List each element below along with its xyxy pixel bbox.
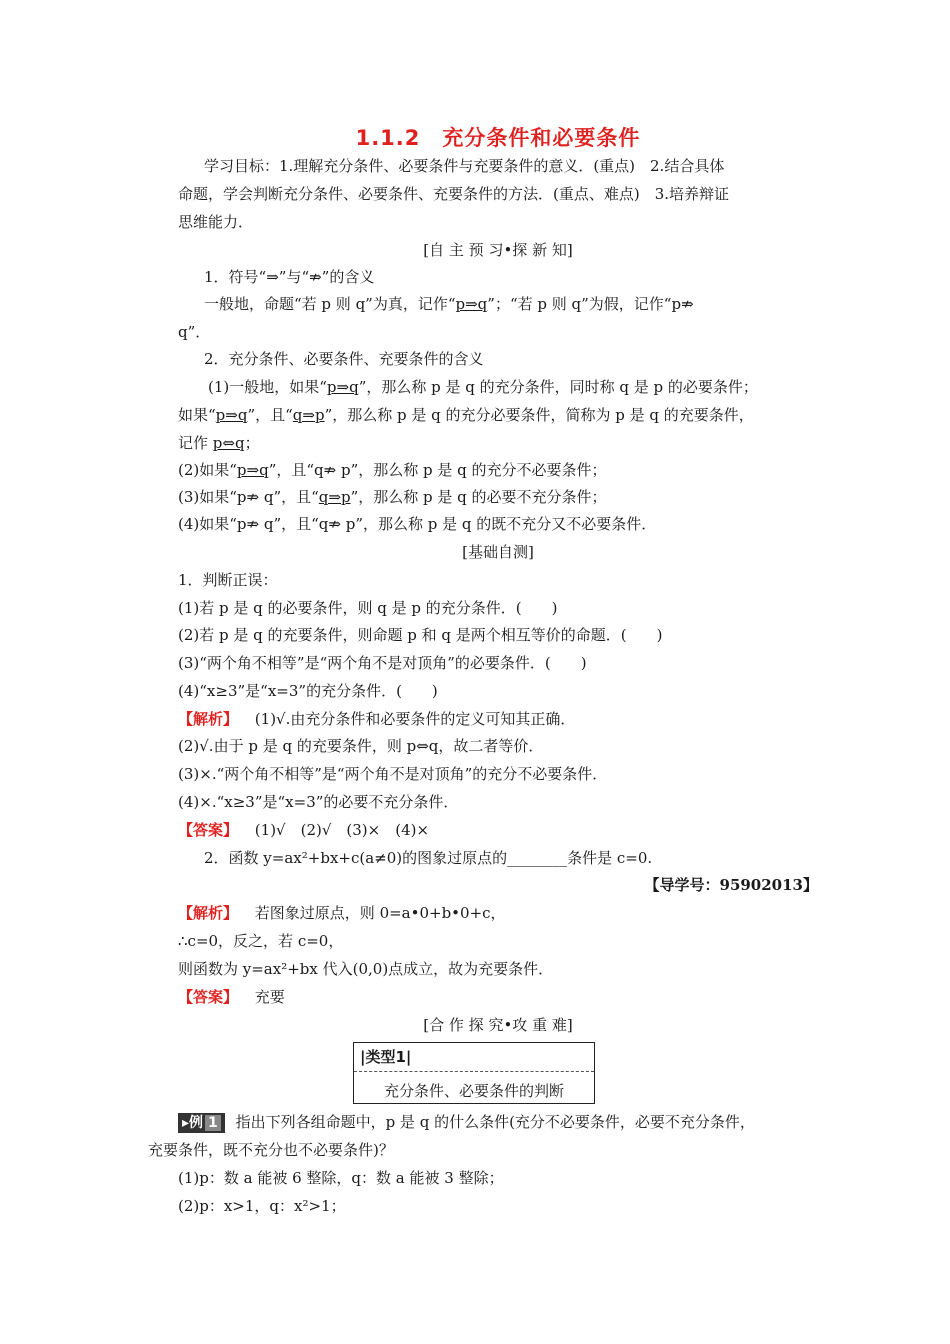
- q1-item-4: (4)“x≥3”是“x=3”的充分条件．( ): [178, 682, 438, 700]
- answer-tag: 【答案】: [178, 821, 239, 839]
- q1-analysis-2: (2)√.由于 p 是 q 的充要条件，则 p⇔q，故二者等价．: [178, 737, 544, 755]
- objectives-line-2: 命题，学会判断充分条件、必要条件、充要条件的方法．(重点、难点) 3.培养辩证: [178, 185, 730, 203]
- type-box: [353, 1042, 595, 1104]
- example-1-line-2: 充要条件，既不充分也不必要条件)？: [148, 1141, 394, 1159]
- q1-item-2: (2)若 p 是 q 的充要条件，则命题 p 和 q 是两个相互等价的命题．( ): [178, 626, 663, 644]
- condition-2: (2)如果“p⇒q”，且“q⇏ p”，那么称 p 是 q 的充分不必要条件；: [178, 461, 607, 479]
- q2-answer: 【答案】 充要: [178, 988, 285, 1006]
- q1-item-1: (1)若 p 是 q 的必要条件，则 q 是 p 的充分条件．( ): [178, 599, 558, 617]
- answer-tag: 【答案】: [178, 988, 239, 1006]
- example-1-part-1: (1)p：数 a 能被 6 整除，q：数 a 能被 3 整除；: [178, 1169, 504, 1187]
- q1-stem: 1．判断正误：: [178, 571, 278, 589]
- symbol-definition-cont: q”．: [178, 323, 211, 341]
- q2-stem: 2．函数 y=ax²+bx+c(a≠0)的图象过原点的________条件是 c=0.: [204, 849, 653, 867]
- q1-item-3: (3)“两个角不相等”是“两个角不是对顶角”的必要条件．( ): [178, 654, 587, 672]
- condition-3: (3)如果“p⇏ q”，且“q⇒p”，那么称 p 是 q 的必要不充分条件；: [178, 488, 607, 506]
- q1-analysis-1: 【解析】 (1)√.由充分条件和必要条件的定义可知其正确．: [178, 710, 576, 728]
- q2-analysis-1: 【解析】 若图象过原点，则 0=a•0+b•0+c，: [178, 904, 506, 922]
- conditions-heading: 2．充分条件、必要条件、充要条件的含义: [204, 350, 484, 368]
- example-1-part-2: (2)p：x>1，q：x²>1；: [178, 1197, 346, 1215]
- section-header-basic-test: [基础自测]: [462, 543, 534, 561]
- q1-analysis-3: (3)×.“两个角不相等”是“两个角不是对顶角”的充分不必要条件．: [178, 765, 608, 783]
- section-header-preview: [自 主 预 习•探 新 知]: [423, 241, 573, 259]
- condition-1-notation: 记作 p⇔q；: [178, 434, 260, 452]
- condition-1-cont: 如果“p⇒q”，且“q⇒p”，那么称 p 是 q 的充分必要条件，简称为 p 是 q 的充要条件，: [178, 406, 754, 424]
- type-box-divider: [354, 1071, 594, 1072]
- example-marker: ▸例 1: [178, 1113, 225, 1133]
- condition-1: (1)一般地，如果“p⇒q”，那么称 p 是 q 的充分条件，同时称 q 是 p 的必要条件；: [208, 378, 758, 396]
- section-header-explore: [合 作 探 究•攻 重 难]: [423, 1016, 573, 1034]
- q1-answer: 【答案】 (1)√ (2)√ (3)× (4)×: [178, 821, 430, 839]
- guide-number: 【导学号：95902013】: [644, 876, 818, 894]
- type-topic: 充分条件、必要条件的判断: [383, 1082, 564, 1100]
- example-1-line-1: ▸例 1 指出下列各组命题中，p 是 q 的什么条件(充分不必要条件，必要不充分条件，: [178, 1112, 755, 1133]
- condition-4: (4)如果“p⇏ q”，且“q⇏ p”，那么称 p 是 q 的既不充分又不必要条件．: [178, 515, 657, 533]
- type-label: |类型1|: [360, 1048, 412, 1066]
- q1-analysis-4: (4)×.“x≥3”是“x=3”的必要不充分条件．: [178, 793, 459, 811]
- page-title: 1.1.2 充分条件和必要条件: [355, 126, 641, 150]
- q2-analysis-3: 则函数为 y=ax²+bx 代入(0,0)点成立，故为充要条件．: [178, 960, 554, 978]
- objectives-line-3: 思维能力．: [178, 213, 254, 231]
- symbol-definition: 一般地，命题“若 p 则 q”为真，记作“p⇒q”；“若 p 则 q”为假，记作“p⇏: [204, 295, 694, 313]
- q2-analysis-2: ∴c=0，反之，若 c=0，: [178, 932, 344, 950]
- analysis-tag: 【解析】: [178, 904, 239, 922]
- analysis-tag: 【解析】: [178, 710, 239, 728]
- symbol-heading: 1．符号“⇒”与“⇏”的含义: [204, 268, 375, 286]
- objectives-line-1: 学习目标：1.理解充分条件、必要条件与充要条件的意义．(重点) 2.结合具体: [204, 157, 725, 175]
